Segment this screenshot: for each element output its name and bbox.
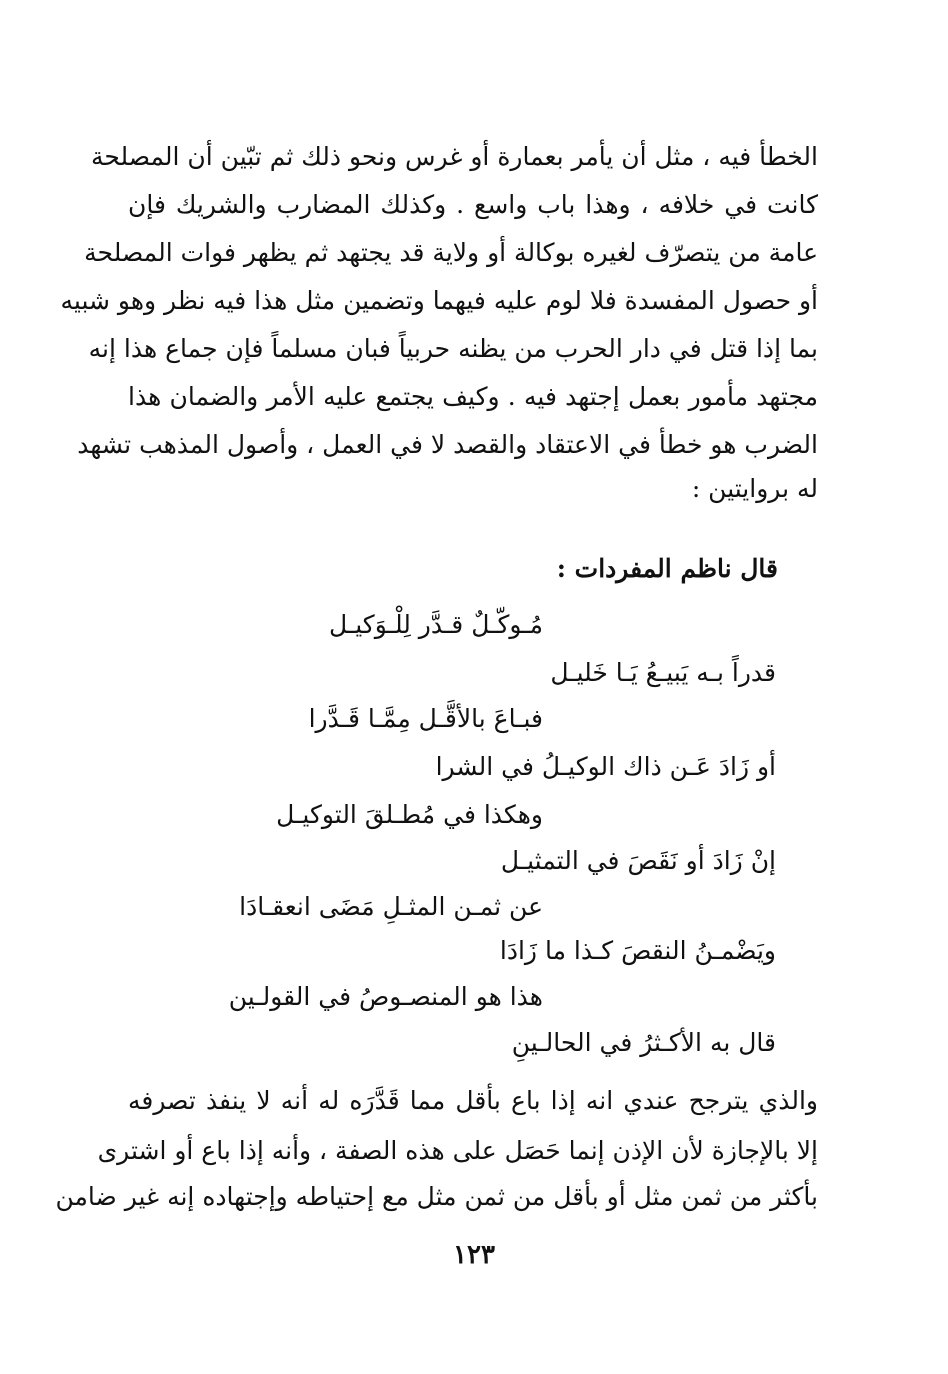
paragraph-line: والذي يترجح عندي انه إذا باع بأقل مما قَدَّرَه له أنه لا ينفذ تصرفه (128, 1086, 818, 1115)
poem-verse: أو زَادَ عَـن ذاك الوكيـلُ في الشرا (435, 752, 776, 781)
paragraph-line: أو حصول المفسدة فلا لوم عليه فيهما وتضمين مثل هذا فيه نظر وهو شبيه (60, 286, 818, 315)
paragraph-line: مجتهد مأمور بعمل إجتهد فيه . وكيف يجتمع عليه الأمر والضمان هذا (128, 382, 818, 411)
paragraph-line: بأكثر من ثمن مثل أو بأقل من ثمن مثل مع إحتياطه وإجتهاده إنه غير ضامن (55, 1182, 818, 1211)
poem-verse: إنْ زَادَ أو نَقَصَ في التمثيـل (500, 846, 776, 875)
paragraph-line: إلا بالإجازة لأن الإذن إنما حَصَل على هذه الصفة ، وأنه إذا باع أو اشترى (97, 1136, 818, 1165)
poem-verse: قال به الأكـثرُ في الحالـينِ (511, 1028, 776, 1057)
poem-verse: فبـاعَ بالأقَّـل مِمَّـا قَـدَّرا (308, 704, 543, 733)
poem-verse: وهكذا في مُطـلقَ التوكيـل (276, 800, 543, 829)
paragraph-line: عامة من يتصرّف لغيره بوكالة أو ولاية قد يجتهد ثم يظهر فوات المصلحة (84, 238, 818, 267)
paragraph-line: له بروايتين : (691, 474, 818, 503)
poem-verse: قدراً بـه يَبيـعُ يَـا خَليـل (550, 658, 776, 687)
page-number: ١٢٣ (453, 1240, 495, 1270)
poem-verse: عن ثمـن المثـلِ مَضَى انعقـادَا (239, 892, 543, 921)
paragraph-line: كانت في خلافه ، وهذا باب واسع . وكذلك المضارب والشريك فإن (128, 190, 818, 219)
paragraph-line: الضرب هو خطأ في الاعتقاد والقصد لا في العمل ، وأصول المذهب تشهد (77, 430, 818, 459)
paragraph-line: بما إذا قتل في دار الحرب من يظنه حربياً فبان مسلماً فإن جماع هذا إنه (88, 334, 818, 363)
poem-heading: قال ناظم المفردات : (556, 554, 778, 583)
poem-verse: هذا هو المنصـوصُ في القولـين (228, 982, 543, 1011)
paragraph-line: الخطأ فيه ، مثل أن يأمر بعمارة أو غرس ونحو ذلك ثم تبّين أن المصلحة (90, 142, 818, 171)
poem-verse: مُـوكّـلٌ قـدَّر لِلْـوَكيـل (329, 610, 543, 639)
poem-verse: ويَضْمـنُ النقصَ كـذا ما زَادَا (499, 936, 776, 965)
